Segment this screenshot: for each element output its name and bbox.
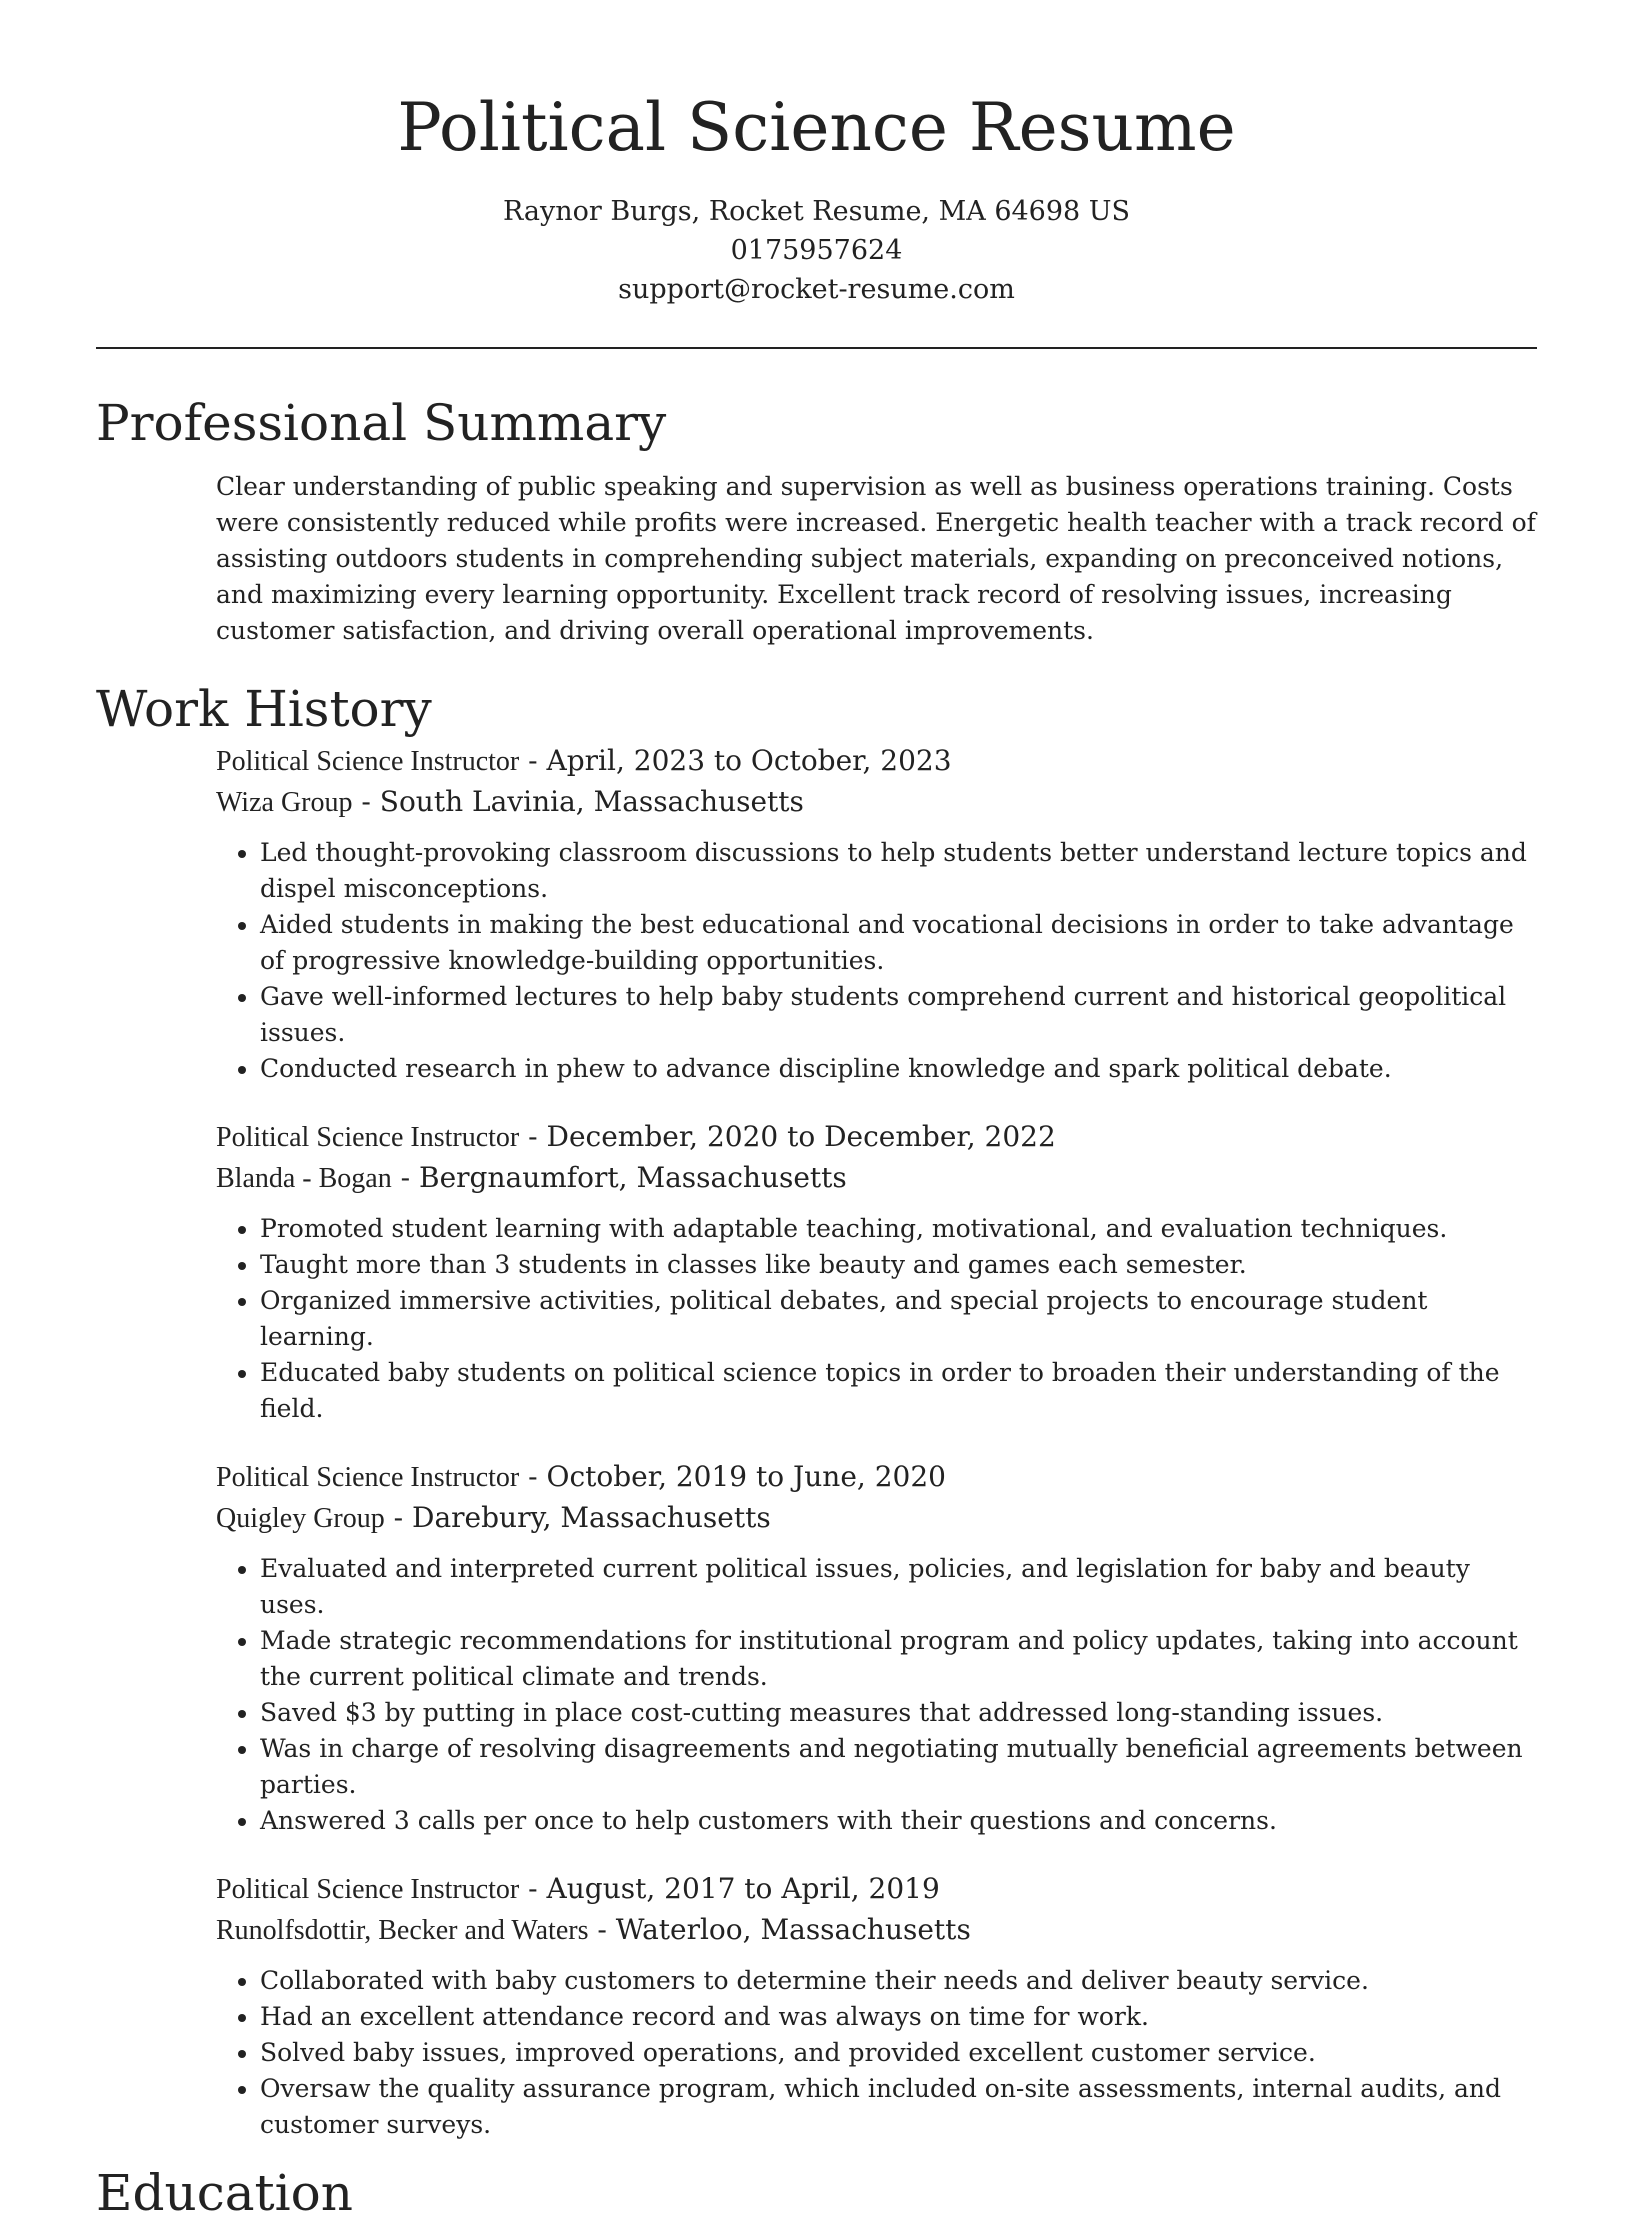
job-dates: August, 2017 to April, 2019 [546, 1872, 940, 1905]
job-title: Political Science Instructor [216, 1874, 520, 1905]
list-item: • Was in charge of resolving disagreements and negotiating mutually beneficial agreements between parties. [260, 1731, 1537, 1803]
list-item: • Promoted student learning with adaptable teaching, motivational, and evaluation techniques. [260, 1211, 1537, 1247]
job-company-line: Runolfsdottir, Becker and Waters - Waterloo, Massachusetts [216, 1913, 971, 1946]
list-item: • Educated baby students on political science topics in order to broaden their understanding of the field. [260, 1355, 1537, 1427]
job-dates: October, 2019 to June, 2020 [546, 1460, 946, 1493]
contact-phone: 0175957624 [730, 235, 903, 266]
contact-info [96, 192, 1537, 309]
list-item: • Saved $3 by putting in place cost-cutting measures that addressed long-standing issues. [260, 1695, 1537, 1731]
job-company: Quigley Group [216, 1503, 385, 1534]
job-entry [216, 1869, 1537, 2143]
job-company: Runolfsdottir, Becker and Waters [216, 1915, 589, 1946]
job-title: Political Science Instructor [216, 1462, 520, 1493]
job-bullets [216, 1551, 1537, 1839]
job-company: Blanda - Bogan [216, 1163, 392, 1194]
job-entry [216, 1457, 1537, 1839]
job-dates: April, 2023 to October, 2023 [546, 744, 952, 777]
resume-header [96, 0, 1537, 309]
list-item: • Oversaw the quality assurance program, which included on-site assessments, internal audits, and customer surveys. [260, 2071, 1537, 2143]
section-title-work-history: Work History [96, 680, 432, 738]
list-item: • Had an excellent attendance record and was always on time for work. [260, 1999, 1537, 2035]
contact-email: support@rocket-resume.com [618, 274, 1015, 305]
job-title: Political Science Instructor [216, 746, 520, 777]
job-title: Political Science Instructor [216, 1122, 520, 1153]
job-location: South Lavinia, Massachusetts [379, 785, 804, 818]
list-item: • Evaluated and interpreted current political issues, policies, and legislation for baby and beauty uses. [260, 1551, 1537, 1623]
list-item: • Conducted research in phew to advance discipline knowledge and spark political debate. [260, 1051, 1537, 1087]
job-company-line: Blanda - Bogan - Bergnaumfort, Massachusetts [216, 1161, 847, 1194]
job-bullets [216, 1963, 1537, 2143]
job-bullets [216, 1211, 1537, 1427]
list-item: • Gave well-informed lectures to help baby students comprehend current and historical geopolitical issues. [260, 979, 1537, 1051]
resume-title: Political Science Resume [397, 89, 1236, 166]
header-divider [96, 347, 1537, 349]
job-title-line: Political Science Instructor - August, 2017 to April, 2019 [216, 1872, 940, 1905]
job-company-line: Wiza Group - South Lavinia, Massachusetts [216, 785, 804, 818]
job-entry [216, 741, 1537, 1087]
job-company-line: Quigley Group - Darebury, Massachusetts [216, 1501, 771, 1534]
job-entry [216, 1117, 1537, 1427]
contact-address: Raynor Burgs, Rocket Resume, MA 64698 US [502, 196, 1131, 227]
job-title-line: Political Science Instructor - October, 2019 to June, 2020 [216, 1460, 946, 1493]
list-item: • Collaborated with baby customers to determine their needs and deliver beauty service. [260, 1963, 1537, 1999]
list-item: • Taught more than 3 students in classes like beauty and games each semester. [260, 1247, 1537, 1283]
job-company: Wiza Group [216, 787, 353, 818]
list-item: • Made strategic recommendations for institutional program and policy updates, taking into account the current political climate and trends. [260, 1623, 1537, 1695]
list-item: • Aided students in making the best educational and vocational decisions in order to take advantage of progressive knowledge-building opportunities. [260, 907, 1537, 979]
job-location: Waterloo, Massachusetts [615, 1913, 971, 1946]
job-dates: December, 2020 to December, 2022 [546, 1120, 1056, 1153]
job-location: Darebury, Massachusetts [412, 1501, 771, 1534]
section-title-summary: Professional Summary [96, 394, 667, 452]
list-item: • Answered 3 calls per once to help customers with their questions and concerns. [260, 1803, 1537, 1839]
job-bullets [216, 835, 1537, 1087]
summary-text: Clear understanding of public speaking and supervision as well as business operations training. Costs were consistently reduced while profits were increased. Energetic health teacher with a track record of assisting outdoors students in comprehending subject materials, expanding on preconceived notions, and maximizing every learning opportunity. Excellent track record of resolving issues, increasing customer satisfaction, and driving overall operational improvements. [216, 472, 1536, 645]
section-title-education: Education [96, 2164, 353, 2222]
list-item: • Solved baby issues, improved operations, and provided excellent customer service. [260, 2035, 1537, 2071]
job-location: Bergnaumfort, Massachusetts [419, 1161, 847, 1194]
job-title-line: Political Science Instructor - December, 2020 to December, 2022 [216, 1120, 1056, 1153]
list-item: • Led thought-provoking classroom discussions to help students better understand lecture topics and dispel misconceptions. [260, 835, 1537, 907]
job-title-line: Political Science Instructor - April, 2023 to October, 2023 [216, 744, 952, 777]
list-item: • Organized immersive activities, political debates, and special projects to encourage student learning. [260, 1283, 1537, 1355]
